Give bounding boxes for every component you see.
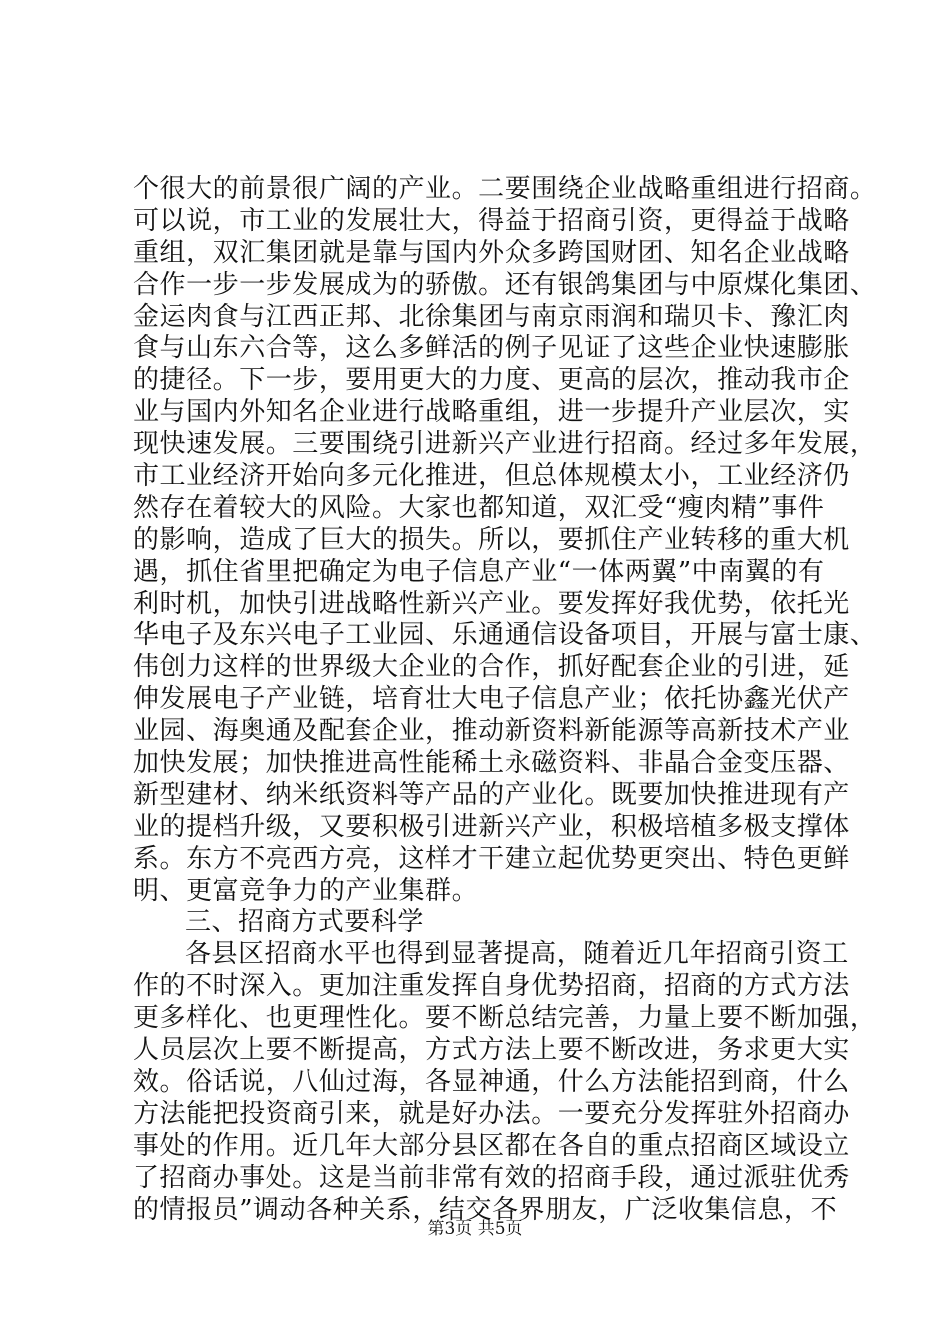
paragraph-line: 加快发展；加快推进高性能稀土永磁资料、非晶合金变压器、	[133, 748, 850, 779]
paragraph-line: 明、更富竞争力的产业集群。	[133, 875, 479, 906]
paragraph-line: 利时机，加快引进战略性新兴产业。要发挥好我优势，依托光	[133, 588, 850, 619]
paragraph-line: 可以说，市工业的发展壮大，得益于招商引资，更得益于战略	[133, 205, 850, 236]
paragraph-line: 重组，双汇集团就是靠与国内外众多跨国财团、知名企业战略	[133, 237, 850, 268]
paragraph-line: 现快速发展。三要围绕引进新兴产业进行招商。经过多年发展，	[133, 429, 877, 460]
paragraph-line: 的影响，造成了巨大的损失。所以，要抓住产业转移的重大机	[133, 524, 850, 555]
paragraph-line: 然存在着较大的风险。大家也都知道，双汇受“瘦肉精”事件	[133, 492, 825, 523]
document-body	[133, 174, 877, 1226]
paragraph-line: 个很大的前景很广阔的产业。二要围绕企业战略重组进行招商。	[133, 174, 877, 204]
paragraph-line: 各县区招商水平也得到显著提高，随着近几年招商引资工	[185, 939, 849, 970]
paragraph-line: 金运肉食与江西正邦、北徐集团与南京雨润和瑞贝卡、豫汇肉	[133, 301, 850, 332]
paragraph-line: 合作一步一步发展成为的骄傲。还有银鸽集团与中原煤化集团、	[133, 269, 877, 300]
paragraph-line: 食与山东六合等，这么多鲜活的例子见证了这些企业快速膨胀	[133, 333, 850, 364]
page-number-footer: 第3页 共5页	[427, 1219, 523, 1239]
paragraph-line: 伟创力这样的世界级大企业的合作，抓好配套企业的引进，延	[133, 652, 850, 683]
paragraph-line: 业的提档升级，又要积极引进新兴产业，积极培植多极支撑体	[133, 811, 850, 842]
paragraph-line: 事处的作用。近几年大部分县区都在各自的重点招商区域设立	[133, 1130, 850, 1161]
paragraph-line: 了招商办事处。这是当前非常有效的招商手段，通过派驻优秀	[133, 1162, 850, 1193]
paragraph-line: 伸发展电子产业链，培育壮大电子信息产业；依托协鑫光伏产	[133, 684, 850, 715]
paragraph-line: 更多样化、也更理性化。要不断总结完善，力量上要不断加强，	[133, 1003, 877, 1034]
paragraph-line: 方法能把投资商引来，就是好办法。一要充分发挥驻外招商办	[133, 1098, 850, 1129]
paragraph-line: 效。俗话说，八仙过海，各显神通，什么方法能招到商，什么	[133, 1066, 850, 1097]
paragraph-line: 系。东方不亮西方亮，这样才干建立起优势更突出、特色更鲜	[133, 843, 850, 874]
paragraph-line: 业园、海奥通及配套企业，推动新资料新能源等高新技术产业	[133, 716, 850, 747]
paragraph-line: 的情报员”调动各种关系，结交各界朋友，广泛收集信息，不	[133, 1194, 838, 1225]
paragraph-line: 业与国内外知名企业进行战略重组，进一步提升产业层次，实	[133, 397, 850, 428]
paragraph-line: 遇，抓住省里把确定为电子信息产业“一体两翼”中南翼的有	[133, 556, 825, 587]
paragraph-line: 华电子及东兴电子工业园、乐通通信设备项目，开展与富士康、	[133, 620, 877, 651]
paragraph-line: 作的不时深入。更加注重发挥自身优势招商，招商的方式方法	[133, 971, 850, 1002]
paragraph-line: 市工业经济开始向多元化推进，但总体规模太小，工业经济仍	[133, 461, 850, 492]
section-heading: 三、招商方式要科学	[185, 907, 424, 938]
paragraph-line: 人员层次上要不断提高，方式方法上要不断改进，务求更大实	[133, 1035, 850, 1066]
paragraph-line: 的捷径。下一步，要用更大的力度、更高的层次，推动我市企	[133, 365, 850, 396]
paragraph-line: 新型建材、纳米纸资料等产品的产业化。既要加快推进现有产	[133, 779, 850, 810]
